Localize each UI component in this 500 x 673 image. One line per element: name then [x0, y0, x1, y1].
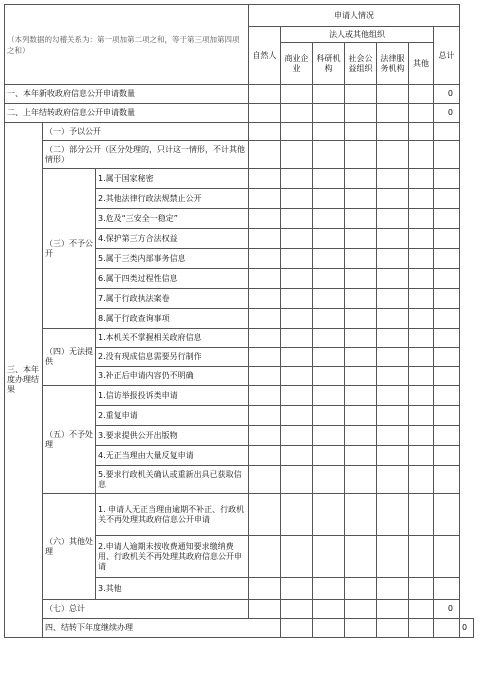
cell: [434, 367, 460, 386]
cell: [281, 123, 313, 141]
cell: [377, 141, 409, 169]
cell: [377, 348, 409, 367]
cell: [345, 85, 377, 104]
cell: [313, 141, 345, 169]
cell: [434, 426, 460, 446]
row-label: 二、上年结转政府信息公开申请数量: [5, 104, 249, 123]
cell: [281, 169, 313, 189]
cell: [249, 123, 281, 141]
cell: [377, 229, 409, 249]
item-label: 1.属于国家秘密: [96, 169, 249, 189]
cell: [434, 386, 460, 406]
cell: [281, 536, 313, 578]
cell: [345, 229, 377, 249]
item-label: 2.没有现成信息需要另行制作: [96, 348, 249, 367]
item-label: 5.属于三类内部事务信息: [96, 249, 249, 269]
cell: [434, 209, 460, 229]
item-label: 2.重复申请: [96, 406, 249, 426]
cell: [313, 169, 345, 189]
cell: [281, 426, 313, 446]
cell: [345, 104, 377, 123]
cell: [249, 536, 281, 578]
cell: [409, 348, 434, 367]
cell: [377, 289, 409, 309]
table-row: [5, 141, 474, 169]
cell: [409, 189, 434, 209]
report-sheet: [4, 4, 474, 638]
header-legal-group: 法人或其他组织: [281, 27, 434, 43]
row-label: 一、本年新收政府信息公开申请数量: [5, 85, 249, 104]
item-label: 4.保护第三方合法权益: [96, 229, 249, 249]
group-label: （四）无法提供: [43, 329, 96, 386]
cell: [377, 104, 409, 123]
cell: [249, 209, 281, 229]
cell: [409, 446, 434, 466]
cell: [345, 348, 377, 367]
cell: [434, 536, 460, 578]
cell: [434, 169, 460, 189]
cell: [377, 619, 409, 638]
cell: [249, 289, 281, 309]
cell: [377, 426, 409, 446]
cell: [249, 309, 281, 329]
cell: [345, 189, 377, 209]
cell: [281, 406, 313, 426]
cell: [409, 329, 434, 348]
item-label: 7.属于行政执法案卷: [96, 289, 249, 309]
cell: [313, 329, 345, 348]
item-label: 3.补正后申请内容仍不明确: [96, 367, 249, 386]
cell: [249, 600, 281, 619]
cell: [377, 169, 409, 189]
cell: [313, 123, 345, 141]
cell: [377, 189, 409, 209]
header-social: 社会公益组织: [345, 43, 377, 85]
cell: [249, 426, 281, 446]
table-row: [5, 329, 474, 348]
cell: [281, 386, 313, 406]
cell: [377, 209, 409, 229]
row-label: （一）予以公开: [43, 123, 249, 141]
cell: [249, 446, 281, 466]
cell: [409, 494, 434, 536]
cell: [377, 123, 409, 141]
cell: [249, 249, 281, 269]
cell: [345, 289, 377, 309]
cell: [281, 189, 313, 209]
cell: [434, 269, 460, 289]
cell: [434, 329, 460, 348]
cell: [281, 249, 313, 269]
cell: [434, 189, 460, 209]
cell: [313, 348, 345, 367]
cell: [313, 466, 345, 494]
cell: [313, 494, 345, 536]
cell: [313, 406, 345, 426]
cell: [281, 367, 313, 386]
cell: [281, 85, 313, 104]
header-legal-service: 法律服务机构: [377, 43, 409, 85]
table-row: [5, 494, 474, 536]
cell: [409, 600, 434, 619]
cell: [249, 494, 281, 536]
cell: [409, 386, 434, 406]
section-label: 三、本年度办理结果: [5, 123, 43, 638]
cell: [345, 269, 377, 289]
table-row: [5, 104, 474, 123]
header-total: 总计: [434, 27, 460, 85]
cell: [345, 619, 377, 638]
header-note: （本列数据的勾稽关系为：第一项加第二项之和，等于第三项加第四项之和）: [5, 5, 249, 85]
item-label: 8.属于行政查询事项: [96, 309, 249, 329]
item-label: 1.本机关不掌握相关政府信息: [96, 329, 249, 348]
table-row: [5, 386, 474, 406]
total-value: 0: [434, 104, 460, 123]
cell: [434, 619, 460, 638]
row-label: （七）总计: [43, 600, 249, 619]
cell: [377, 269, 409, 289]
cell: [313, 600, 345, 619]
cell: [409, 578, 434, 600]
cell: [281, 104, 313, 123]
item-label: 1. 申请人无正当理由逾期不补正、行政机关不再处理其政府信息公开申请: [96, 494, 249, 536]
cell: [345, 386, 377, 406]
cell: [313, 536, 345, 578]
cell: [281, 348, 313, 367]
cell: [281, 600, 313, 619]
cell: [409, 367, 434, 386]
cell: [409, 466, 434, 494]
cell: [377, 367, 409, 386]
cell: [313, 209, 345, 229]
header-other: 其他: [409, 43, 434, 85]
cell: [313, 269, 345, 289]
cell: [434, 406, 460, 426]
cell: [249, 348, 281, 367]
cell: [409, 619, 434, 638]
item-label: 4.无正当理由大量反复申请: [96, 446, 249, 466]
cell: [249, 386, 281, 406]
cell: [313, 426, 345, 446]
cell: [377, 309, 409, 329]
row-label: （二）部分公开（区分处理的，只计这一情形，不计其他情形）: [43, 141, 249, 169]
cell: [409, 536, 434, 578]
cell: [409, 104, 434, 123]
cell: [345, 209, 377, 229]
cell: [249, 466, 281, 494]
cell: [434, 494, 460, 536]
cell: [249, 329, 281, 348]
cell: [434, 446, 460, 466]
cell: [377, 329, 409, 348]
cell: [249, 229, 281, 249]
cell: [434, 578, 460, 600]
cell: [281, 466, 313, 494]
cell: [345, 329, 377, 348]
cell: [281, 446, 313, 466]
cell: [249, 104, 281, 123]
disclosure-table: [4, 4, 474, 638]
cell: [434, 348, 460, 367]
cell: [313, 229, 345, 249]
cell: [434, 309, 460, 329]
table-row: [5, 169, 474, 189]
cell: [377, 466, 409, 494]
cell: [313, 85, 345, 104]
cell: [409, 85, 434, 104]
cell: [409, 123, 434, 141]
cell: [434, 466, 460, 494]
cell: [377, 536, 409, 578]
cell: [345, 578, 377, 600]
cell: [345, 141, 377, 169]
item-label: 2.申请人逾期未按收费通知要求缴纳费用、行政机关不再处理其政府信息公开申请: [96, 536, 249, 578]
cell: [249, 578, 281, 600]
cell: [345, 406, 377, 426]
cell: [281, 619, 313, 638]
cell: [377, 578, 409, 600]
cell: [281, 494, 313, 536]
cell: [345, 536, 377, 578]
cell: [409, 269, 434, 289]
cell: [377, 386, 409, 406]
cell: [434, 123, 460, 141]
cell: [377, 406, 409, 426]
cell: [345, 426, 377, 446]
cell: [281, 329, 313, 348]
total-value: 0: [434, 85, 460, 104]
item-label: 1.信访举报投诉类申请: [96, 386, 249, 406]
group-label: （五）不予处理: [43, 386, 96, 494]
item-label: 6.属于四类过程性信息: [96, 269, 249, 289]
cell: [249, 367, 281, 386]
cell: [281, 578, 313, 600]
cell: [434, 229, 460, 249]
item-label: 3.其他: [96, 578, 249, 600]
cell: [281, 269, 313, 289]
cell: [313, 386, 345, 406]
group-label: （六）其他处理: [43, 494, 96, 600]
cell: [434, 249, 460, 269]
cell: [434, 141, 460, 169]
cell: [345, 249, 377, 269]
group-label: （三）不予公开: [43, 169, 96, 329]
cell: [281, 229, 313, 249]
cell: [409, 309, 434, 329]
item-label: 3.要求提供公开出版物: [96, 426, 249, 446]
cell: [377, 446, 409, 466]
header-applicant-info: 申请人情况: [249, 5, 460, 27]
cell: [249, 141, 281, 169]
cell: [313, 446, 345, 466]
cell: [249, 189, 281, 209]
cell: [313, 289, 345, 309]
cell: [313, 189, 345, 209]
total-value: 0: [434, 600, 460, 619]
cell: [345, 123, 377, 141]
cell: [409, 169, 434, 189]
table-row: [5, 600, 474, 619]
cell: [409, 406, 434, 426]
cell: [409, 141, 434, 169]
cell: [377, 494, 409, 536]
cell: [345, 367, 377, 386]
row-label: 四、结转下年度继续办理: [43, 619, 281, 638]
cell: [313, 309, 345, 329]
cell: [409, 209, 434, 229]
cell: [281, 141, 313, 169]
cell: [313, 367, 345, 386]
table-row: [5, 85, 474, 104]
item-label: 5.要求行政机关确认或重新出具已获取信息: [96, 466, 249, 494]
cell: [313, 249, 345, 269]
cell: [313, 578, 345, 600]
cell: [249, 406, 281, 426]
cell: [281, 309, 313, 329]
item-label: 3.危及“三安全一稳定”: [96, 209, 249, 229]
cell: [249, 269, 281, 289]
cell: [377, 600, 409, 619]
cell: [281, 289, 313, 309]
cell: [281, 209, 313, 229]
item-label: 2.其他法律行政法规禁止公开: [96, 189, 249, 209]
table-row: [5, 619, 474, 638]
cell: [345, 169, 377, 189]
cell: [345, 466, 377, 494]
cell: [249, 85, 281, 104]
cell: [409, 289, 434, 309]
total-value: 0: [460, 619, 474, 638]
cell: [409, 249, 434, 269]
cell: [434, 289, 460, 309]
cell: [377, 85, 409, 104]
header-natural-person: 自然人: [249, 27, 281, 85]
cell: [313, 104, 345, 123]
header-research: 科研机构: [313, 43, 345, 85]
cell: [345, 600, 377, 619]
cell: [313, 619, 345, 638]
cell: [345, 494, 377, 536]
cell: [409, 426, 434, 446]
cell: [249, 169, 281, 189]
table-row: [5, 123, 474, 141]
cell: [377, 249, 409, 269]
cell: [409, 229, 434, 249]
cell: [345, 446, 377, 466]
header-commercial: 商业企业: [281, 43, 313, 85]
cell: [345, 309, 377, 329]
